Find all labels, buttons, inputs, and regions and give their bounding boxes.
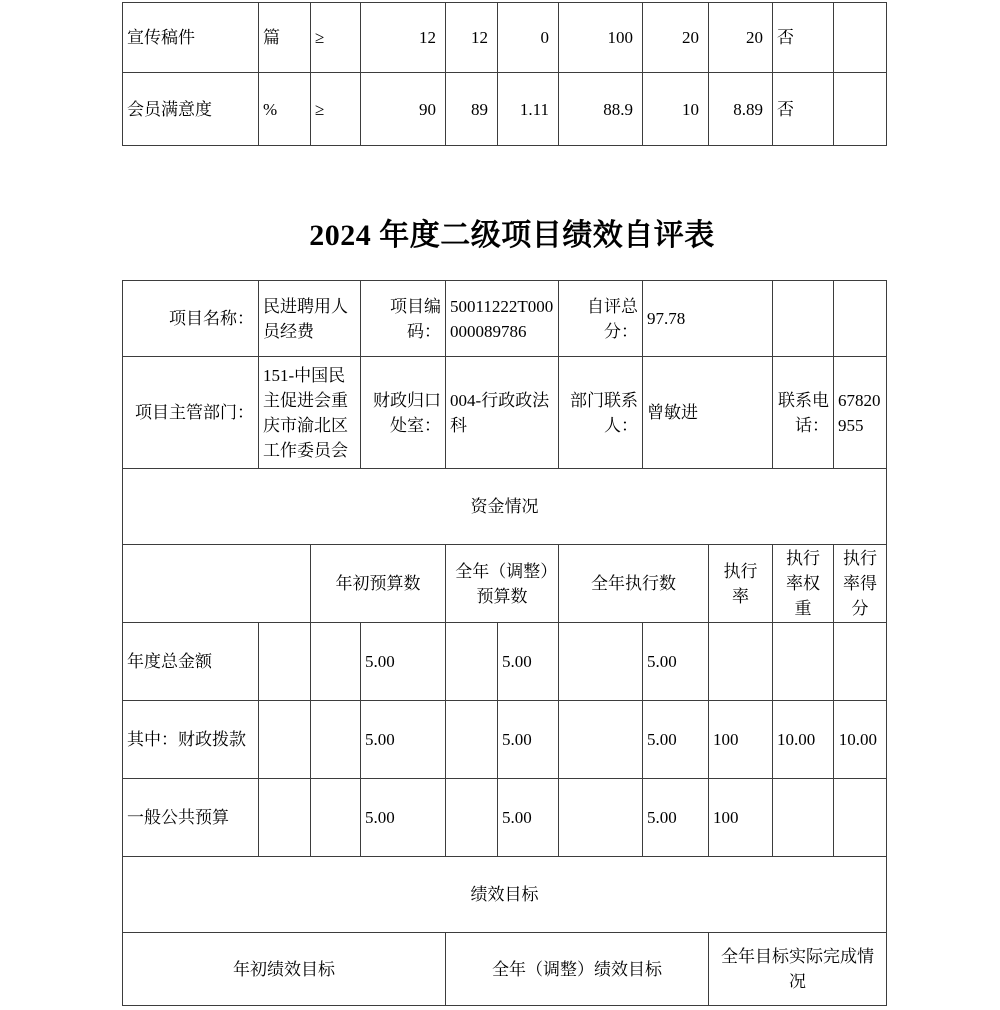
funding-section-header: 资金情况 (123, 469, 887, 545)
table-cell: 1.11 (498, 73, 559, 146)
table-row (123, 933, 887, 1006)
fiscal-office-label: 财政归口处室： (361, 357, 446, 469)
table-cell: 8.89 (709, 73, 773, 146)
table-cell: 5.00 (361, 623, 446, 701)
row-label-general-public-budget: 一般公共预算 (123, 779, 259, 857)
table-cell (834, 281, 887, 357)
table-cell (123, 545, 311, 623)
table-row (123, 3, 887, 73)
table-cell: 10.00 (834, 701, 887, 779)
contact-person-value: 曾敏进 (643, 357, 773, 469)
table-row (123, 281, 887, 357)
department-label: 项目主管部门： (123, 357, 259, 469)
header-goal-completion: 全年目标实际完成情况 (709, 933, 887, 1006)
table-cell: 5.00 (498, 701, 559, 779)
indicator-unit: % (259, 73, 311, 146)
table-cell: 10 (643, 73, 709, 146)
table-row (123, 469, 887, 545)
table-row (123, 623, 887, 701)
project-code-value: 50011222T000000089786 (446, 281, 559, 357)
fiscal-office-value: 004-行政政法科 (446, 357, 559, 469)
table-row (123, 73, 887, 146)
table-cell: 5.00 (361, 701, 446, 779)
phone-value: 67820955 (834, 357, 887, 469)
table-cell (773, 281, 834, 357)
table-cell: 88.9 (559, 73, 643, 146)
table-cell (311, 701, 361, 779)
header-executed-amount: 全年执行数 (559, 545, 709, 623)
table-cell: 5.00 (643, 779, 709, 857)
table-cell (259, 701, 311, 779)
phone-label: 联系电话： (773, 357, 834, 469)
table-cell: 90 (361, 73, 446, 146)
table-cell (559, 779, 643, 857)
header-adjusted-goal: 全年（调整）绩效目标 (446, 933, 709, 1006)
table-cell: 100 (709, 779, 773, 857)
table-cell (446, 623, 498, 701)
table-cell (834, 3, 887, 73)
self-score-label: 自评总分： (559, 281, 643, 357)
header-initial-budget: 年初预算数 (311, 545, 446, 623)
table-cell: 5.00 (643, 623, 709, 701)
header-initial-goal: 年初绩效目标 (123, 933, 446, 1006)
table-cell: 12 (446, 3, 498, 73)
table-cell (446, 779, 498, 857)
table-row (123, 545, 887, 623)
indicator-direction: ≥ (311, 3, 361, 73)
table-cell (773, 623, 834, 701)
table-cell: 5.00 (498, 779, 559, 857)
table-cell: 89 (446, 73, 498, 146)
table-cell (259, 779, 311, 857)
table-cell: 100 (559, 3, 643, 73)
contact-person-label: 部门联系人： (559, 357, 643, 469)
table-cell: 100 (709, 701, 773, 779)
table-cell: 5.00 (643, 701, 709, 779)
self-evaluation-table (122, 280, 887, 1006)
header-execution-rate: 执行率 (709, 545, 773, 623)
project-code-label: 项目编码： (361, 281, 446, 357)
indicator-name: 会员满意度 (123, 73, 259, 146)
table-row (123, 357, 887, 469)
department-value: 151-中国民主促进会重庆市渝北区工作委员会 (259, 357, 361, 469)
table-row (123, 701, 887, 779)
table-cell: 5.00 (361, 779, 446, 857)
table-cell: 12 (361, 3, 446, 73)
header-rate-weight: 执行率权重 (773, 545, 834, 623)
table-cell (311, 623, 361, 701)
indicator-direction: ≥ (311, 73, 361, 146)
indicator-unit: 篇 (259, 3, 311, 73)
table-cell (834, 623, 887, 701)
row-label-total-amount: 年度总金额 (123, 623, 259, 701)
table-cell: 5.00 (498, 623, 559, 701)
table-cell (311, 779, 361, 857)
row-label-fiscal-appropriation: 其中：财政拨款 (123, 701, 259, 779)
project-name-label: 项目名称： (123, 281, 259, 357)
performance-section-header: 绩效目标 (123, 857, 887, 933)
table-row (123, 779, 887, 857)
indicator-table (122, 2, 887, 146)
table-cell: 10.00 (773, 701, 834, 779)
table-cell: 20 (709, 3, 773, 73)
table-cell (259, 623, 311, 701)
page-title: 2024 年度二级项目绩效自评表 (309, 219, 715, 252)
table-cell (834, 779, 887, 857)
table-cell: 否 (773, 3, 834, 73)
table-row (123, 857, 887, 933)
table-cell (709, 623, 773, 701)
table-cell (773, 779, 834, 857)
project-name-value: 民进聘用人员经费 (259, 281, 361, 357)
table-cell: 20 (643, 3, 709, 73)
indicator-name: 宣传稿件 (123, 3, 259, 73)
table-cell: 否 (773, 73, 834, 146)
self-score-value: 97.78 (643, 281, 773, 357)
table-cell (446, 701, 498, 779)
table-cell (559, 623, 643, 701)
table-cell: 0 (498, 3, 559, 73)
header-rate-score: 执行率得分 (834, 545, 887, 623)
table-cell (559, 701, 643, 779)
header-adjusted-budget: 全年（调整）预算数 (446, 545, 559, 623)
table-cell (834, 73, 887, 146)
